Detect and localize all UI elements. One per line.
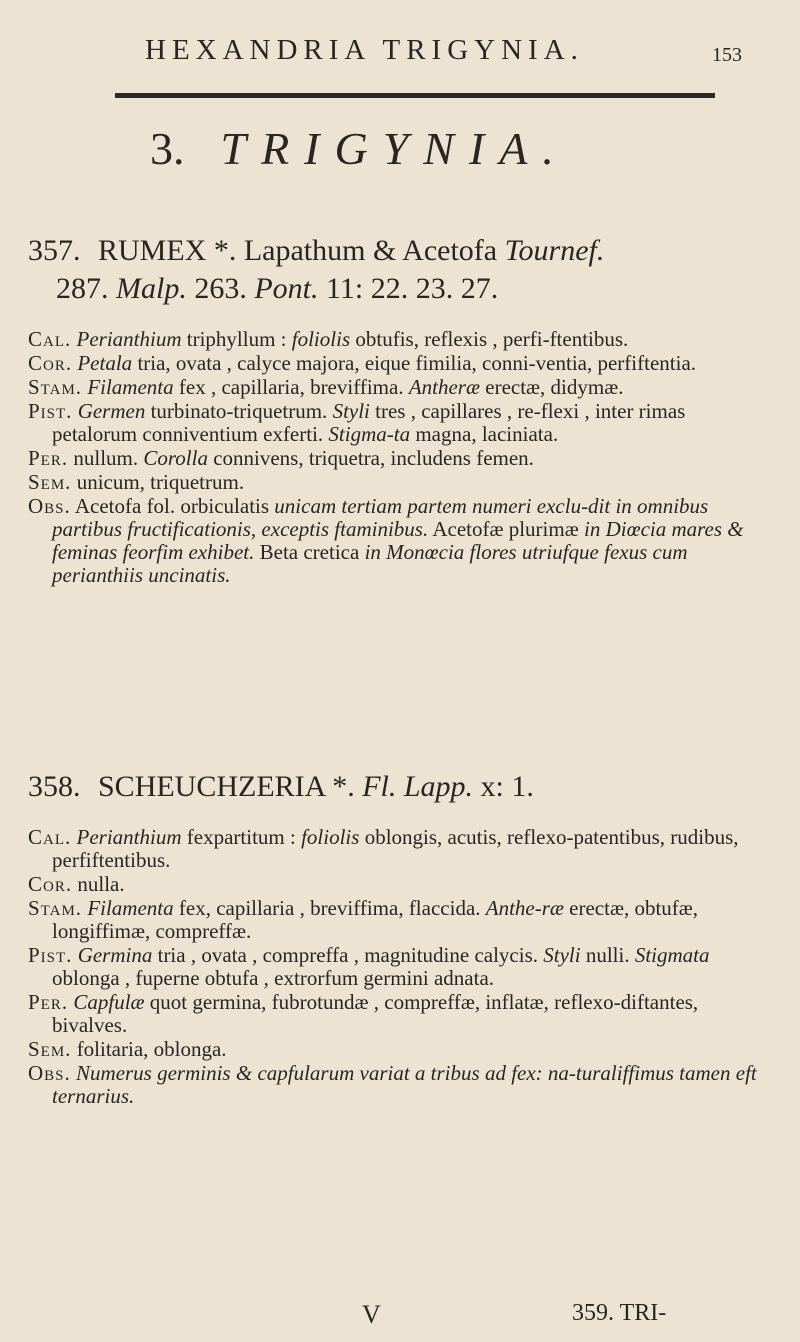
entry-term: Germina (77, 943, 153, 967)
genus-heading (28, 232, 768, 270)
signature-mark: V (362, 1300, 381, 1329)
entry-term: Capfulæ (73, 990, 145, 1014)
entry-text: nulli. (585, 943, 630, 967)
character-entries (28, 328, 768, 587)
genus-references (28, 270, 768, 308)
header-rule (115, 93, 715, 98)
character-entries (28, 826, 768, 1108)
entry-term: Filamenta (87, 375, 174, 399)
genus-mark: *. (332, 770, 355, 803)
entry-label: Sem. (28, 1037, 72, 1061)
genus-ref-page: 287. (56, 272, 109, 305)
entry-text: erectæ, obtufæ, longiffimæ, compreffæ. (52, 896, 699, 943)
entry-pericarpium (28, 447, 768, 470)
entry-text: quot germina, fubrotundæ , compreffæ, inflatæ, reflexo-diftantes, bivalves. (52, 990, 699, 1037)
genus-ref2-author: Malp. (116, 272, 187, 305)
entry-label: Cal. (28, 825, 72, 849)
entry-observatio (28, 1062, 768, 1108)
entry-label: Per. (28, 990, 69, 1014)
entry-pistillum (28, 400, 768, 446)
running-title: HEXANDRIA TRIGYNIA. (145, 34, 584, 66)
entry-term: Antheræ (408, 375, 480, 399)
entry-label: Sem. (28, 470, 72, 494)
entry-text: unicum, triquetrum. (76, 470, 245, 494)
entry-text: erectæ, didymæ. (485, 375, 624, 399)
entry-label: Per. (28, 446, 69, 470)
running-head (0, 34, 800, 74)
entry-text: fex, capillaria , breviffima, flaccida. (178, 896, 481, 920)
entry-label: Stam. (28, 896, 83, 920)
entry-stamina (28, 376, 768, 399)
entry-term: Styli (543, 943, 581, 967)
genus-synonyms: Lapathum & Acetofa (243, 234, 498, 267)
entry-stamina (28, 897, 768, 943)
entry-term: Stigmata (634, 943, 710, 967)
entry-text: tria , ovata , compreffa , magnitudine calycis. (157, 943, 538, 967)
entry-semen (28, 1038, 768, 1061)
entry-label: Pist. (28, 399, 73, 423)
entry-italic-text: unicam tertiam partem numeri exclu-dit in omnibus partibus fructificationis, exceptis ftaminibus. (52, 494, 709, 541)
entry-text: nullum. (73, 446, 139, 470)
section-heading (150, 122, 670, 182)
genus-mark: *. (213, 234, 237, 267)
page-number: 153 (712, 44, 742, 66)
entry-text: folitaria, oblonga. (76, 1037, 227, 1061)
entry-term: Perianthium (76, 825, 182, 849)
entry-label: Obs. (28, 494, 71, 518)
genus-ref-pages: x: 1. (480, 770, 534, 803)
entry-text: oblonga , fuperne obtufa , extrorfum germini adnata. (52, 966, 495, 990)
entry-term: foliolis (291, 327, 351, 351)
entry-label: Cor. (28, 872, 73, 896)
genus-heading (28, 768, 768, 806)
entry-text: fexpartitum : (186, 825, 296, 849)
entry-term: Styli (332, 399, 370, 423)
entry-term: Corolla (143, 446, 208, 470)
entry-text: tres , capillares , re-flexi , inter rimas petalorum conniventium exferti. (52, 399, 686, 446)
entry-italic-text: Numerus germinis & capfularum variat a tribus ad fex: na-turaliffimus tamen eft ternarius. (52, 1061, 757, 1108)
entry-label: Cal. (28, 327, 72, 351)
entry-term: Anthe-ræ (485, 896, 564, 920)
genus-ref2-page: 263. (194, 272, 247, 305)
entry-term: Germen (77, 399, 146, 423)
entry-semen (28, 471, 768, 494)
page-footer (0, 1300, 800, 1340)
entry-text: magna, laciniata. (415, 422, 559, 446)
entry-term: Stigma-ta (328, 422, 411, 446)
catchword: 359. TRI- (572, 1300, 667, 1326)
genus-ref3-pages: 11: 22. 23. 27. (326, 272, 499, 305)
entry-text: Beta cretica (259, 540, 360, 564)
entry-label: Obs. (28, 1061, 71, 1085)
entry-label: Pist. (28, 943, 73, 967)
entry-pericarpium (28, 991, 768, 1037)
genus-name: SCHEUCHZERIA (98, 770, 325, 803)
genus-ref-author: Fl. Lapp. (362, 770, 474, 803)
genus-name: RUMEX (98, 234, 207, 267)
entry-text: obtufis, reflexis , perfi-ftentibus. (355, 327, 629, 351)
entry-text: turbinato-triquetrum. (150, 399, 328, 423)
entry-term: foliolis (301, 825, 360, 849)
entry-label: Stam. (28, 375, 83, 399)
entry-text: Acetofæ plurimæ (432, 517, 579, 541)
genus-number: 358. (28, 770, 81, 803)
entry-italic-text: in Diœcia mares & feminas feorfim exhibet. (52, 517, 744, 564)
entry-pistillum (28, 944, 768, 990)
genus-rumex (28, 232, 768, 588)
entry-term: Filamenta (87, 896, 174, 920)
entry-text: Acetofa fol. orbiculatis (74, 494, 270, 518)
entry-text: tria, ovata , calyce majora, eique fimilia, conni-ventia, perfiftentia. (137, 351, 697, 375)
entry-observatio (28, 495, 768, 587)
entry-corolla (28, 352, 768, 375)
entry-calyx (28, 328, 768, 351)
entry-text: connivens, triquetra, includens femen. (213, 446, 534, 470)
entry-term: Petala (77, 351, 133, 375)
section-number: 3. (150, 123, 185, 174)
entry-term: Perianthium (76, 327, 182, 351)
entry-label: Cor. (28, 351, 73, 375)
genus-scheuchzeria (28, 768, 768, 1109)
genus-ref-author: Tournef. (504, 234, 605, 267)
entry-text: oblongis, acutis, reflexo-patentibus, rudibus, perfiftentibus. (52, 825, 739, 872)
entry-text: fex , capillaria, breviffima. (178, 375, 404, 399)
genus-number: 357. (28, 234, 81, 267)
section-title: TRIGYNIA. (220, 123, 569, 174)
entry-text: nulla. (77, 872, 125, 896)
entry-calyx (28, 826, 768, 872)
entry-italic-text: in Monœcia flores utriufque fexus cum perianthiis uncinatis. (52, 540, 688, 587)
entry-text: triphyllum : (186, 327, 287, 351)
genus-ref3-author: Pont. (254, 272, 319, 305)
entry-corolla (28, 873, 768, 896)
